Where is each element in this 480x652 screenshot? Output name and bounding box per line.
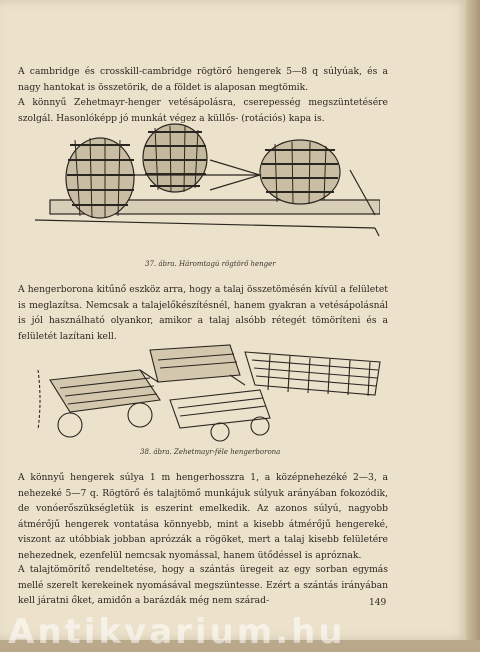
- figure-roller-illustration: [30, 120, 380, 252]
- figure-harrow-illustration: [30, 340, 385, 442]
- paragraph-cambridge: A cambridge és crosskill-cambridge rögtörő hengerek 5—8 q súlyúak, és a nagy hantokat is összetörik, de a földet is alaposan megtömik.: [18, 66, 388, 93]
- harrow-frame-middle: [150, 345, 270, 441]
- page-number: 149: [369, 598, 387, 608]
- harrow-frame-left: [50, 370, 160, 437]
- roller-drum-3: [260, 140, 340, 204]
- paragraph-talajtomorito: A talajtömörítő rendeltetése, hogy a szántás üregeit az egy sorban egymás mellé szerelt kerekeinek nyomásával megszüntesse. Ezért a szántás irányában kell járatni őket, amidőn a barázdák még nem szárad-: [18, 564, 388, 606]
- harrow-frame-right: [245, 352, 380, 396]
- paragraph-hengerborona: A hengerborona kitűnő eszköz arra, hogy a talaj összetömésén kívül a felületet is meglazítsa. Nemcsak a talajelőkészítésnél, hanem gyakran a vetésápolásnál is jól használható olyankor, amikor a talaj alsóbb rétegét tömöríteni és a felületét lazítani kell.: [18, 284, 388, 342]
- paragraph-zehetmayr: A könnyű Zehetmayr-henger vetésápolásra, cserepesség megszüntetésére szolgál. Hasonlóképp jó munkát végez a küllős- (rotációs) kapa is.: [18, 97, 388, 124]
- figure-caption: 37. ábra. Háromtagú rögtörő henger: [145, 260, 276, 268]
- paragraph-henger-suly: A könnyű hengerek súlya 1 m hengerhosszra 1, a középnehezéké 2—3, a nehezeké 5—7 q. Rögtörő és talajtömő munkájuk súlyuk arányában fokozódik, de vonóerőszükségletük is eszerint emelkedik. Az azonos súlyú, nagyobb átmérőjű hengerek vontatása könnyebb, mint a kisebb átmérőjű hengereké, viszont az utóbbiak jobban aprózzák a rögöket, mert a talaj kisebb felületére nehezednek, ezenfelül nemcsak nyomással, hanem ütődéssel is apróznak.: [18, 472, 388, 561]
- figure-caption: 38. ábra. Zehetmayr-féle hengerborona: [140, 448, 281, 456]
- roller-drum-2: [143, 124, 207, 192]
- watermark: Antikvarium.hu: [8, 612, 346, 652]
- roller-drum-1: [66, 138, 135, 218]
- page-edge: [466, 0, 480, 640]
